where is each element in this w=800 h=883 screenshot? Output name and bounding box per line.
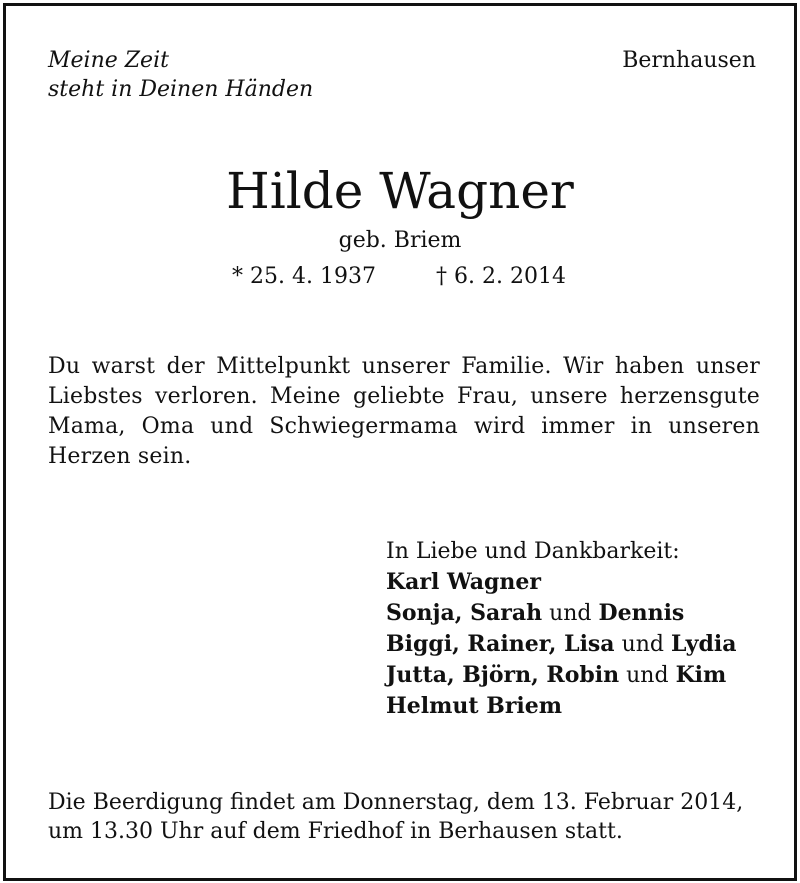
- birth-date: * 25. 4. 1937: [232, 264, 376, 289]
- deceased-name: Hilde Wagner: [226, 162, 574, 220]
- family-names: Helmut Briem: [386, 693, 563, 719]
- family-line: [386, 629, 736, 660]
- family-conjunction: und: [621, 632, 664, 657]
- family-line: [386, 567, 736, 598]
- family-line: [386, 691, 736, 722]
- family-conjunction: und: [549, 601, 592, 626]
- family-names: Jutta, Björn, Robin: [386, 662, 620, 688]
- family-names: Lydia: [670, 631, 737, 657]
- family-conjunction: und: [626, 663, 669, 688]
- family-line: [386, 598, 736, 629]
- family-names: Sonja, Sarah: [386, 600, 543, 626]
- family-names: Kim: [675, 662, 727, 688]
- motto-line-1: Meine Zeit: [48, 48, 169, 73]
- family-names: Dennis: [598, 600, 685, 626]
- family-line: [386, 660, 736, 691]
- funeral-line-2: um 13.30 Uhr auf dem Friedhof in Berhausen statt.: [48, 819, 623, 844]
- obituary-frame: [3, 3, 797, 881]
- maiden-name: geb. Briem: [338, 228, 462, 253]
- motto: [48, 46, 313, 104]
- tribute-text: Du warst der Mittelpunkt unserer Familie. Wir haben unser Liebstes verloren. Meine geliebte Frau, unsere herzensgute Mama, Oma und Schwiegermama wird immer in unseren Herzen sein.: [48, 354, 760, 469]
- place-name: Bernhausen: [622, 48, 756, 73]
- funeral-notice: [48, 788, 768, 846]
- family-signatures: [386, 537, 736, 722]
- motto-line-2: steht in Deinen Händen: [48, 77, 314, 102]
- family-intro: In Liebe und Dankbarkeit:: [386, 539, 680, 564]
- funeral-line-1: Die Beerdigung findet am Donnerstag, dem 13. Februar 2014,: [48, 790, 744, 815]
- family-names: Biggi, Rainer, Lisa: [386, 631, 615, 657]
- family-names: Karl Wagner: [386, 569, 541, 595]
- death-date: † 6. 2. 2014: [436, 264, 566, 289]
